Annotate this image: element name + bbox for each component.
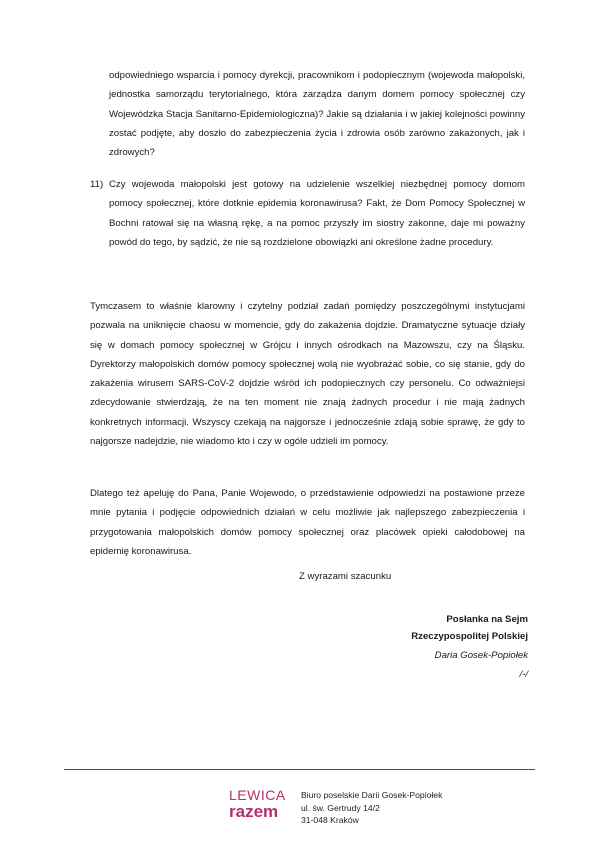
body-paragraph-1: Tymczasem to właśnie klarowny i czytelny podział zadań pomiędzy poszczególnymi instytucjami pozwala na uniknięcie chaosu w momencie, gdy do zakażenia dojdzie. Dramatyczne sytuacje działy się w domach pomocy społecznej w Grójcu i innych ośrodkach na Mazowszu, czy na Śląsku. Dyrektorzy małopolskich domów pomocy społecznej wolą nie wyobrażać sobie, co się stanie, gdy do zakażenia wirusem SARS-CoV-2 dojdzie wśród ich podopiecznych czy personelu. Co odważniejsi zdecydowanie stwierdzają, że na ten moment nie znają żadnych procedur i nie mają żadnych konkretnych informacji. Wszyscy czekają na najgorsze i jednocześnie zdają sobie sprawę, że gdy to najgorsze nadejdzie, nie wiadomo kto i czy w ogóle udzieli im pomocy. [90,301,525,448]
signature-title-line1: Posłanka na Sejm [446,614,528,625]
address-line-1: Biuro poselskie Darii Gosek-Popiołek [301,790,443,800]
closing-salutation: Z wyrazami szacunku [299,571,392,582]
office-address [301,789,442,827]
lewica-razem-logo [229,788,291,821]
body-paragraph-2: Dlatego też apeluję do Pana, Panie Wojewodo, o przedstawienie odpowiedzi na postawione przeze mnie pytania i podjęcie odpowiednich działań w celu możliwie jak najlepszego zabezpieczenia i przygotowania małopolskich domów pomocy społecznej oraz placówek opieki całodobowej na epidemię koronawirusa. [90,488,525,557]
signature-title-line2: Rzeczypospolitej Polskiej [411,631,528,642]
logo-line2: razem [229,802,279,821]
footer-divider [64,769,535,770]
signature-mark: /-/ [519,669,528,680]
address-line-2: ul. św. Gertrudy 14/2 [301,802,380,813]
item-number: 11) [90,179,104,190]
continuation-paragraph: odpowiedniego wsparcia i pomocy dyrekcji, pracownikom i podopiecznym (wojewoda małopolski, jednostka samorządu terytorialnego, która zarządza danym domem pomocy społecznej czy Wojewódzka Stacja Sanitarno-Epidemiologiczna)? Jakie są działania i w jakiej kolejności powinny zostać podjęte, aby doszło do zabezpieczenia życia i zdrowia osób zarówno zakażonych, jak i zdrowych? [109,70,525,159]
address-line-3: 31-048 Kraków [301,815,359,825]
question-item-11 [90,175,525,252]
logo-line1: LEWICA [229,787,286,803]
signature-name: Daria Gosek-Popiołek [434,650,528,661]
item-text: Czy wojewoda małopolski jest gotowy na udzielenie wszelkiej niezbędnej pomocy domom pomocy społecznej, które dotknie epidemia koronawirusa? Fakt, że Dom Pomocy Społecznej w Bochni ratował się na własną rękę, a na pomoc przyszły im siostry zakonne, daje mi poważny powód do tego, by sądzić, że nie są rozdzielone obowiązki ani określone żadne procedury. [109,179,525,248]
